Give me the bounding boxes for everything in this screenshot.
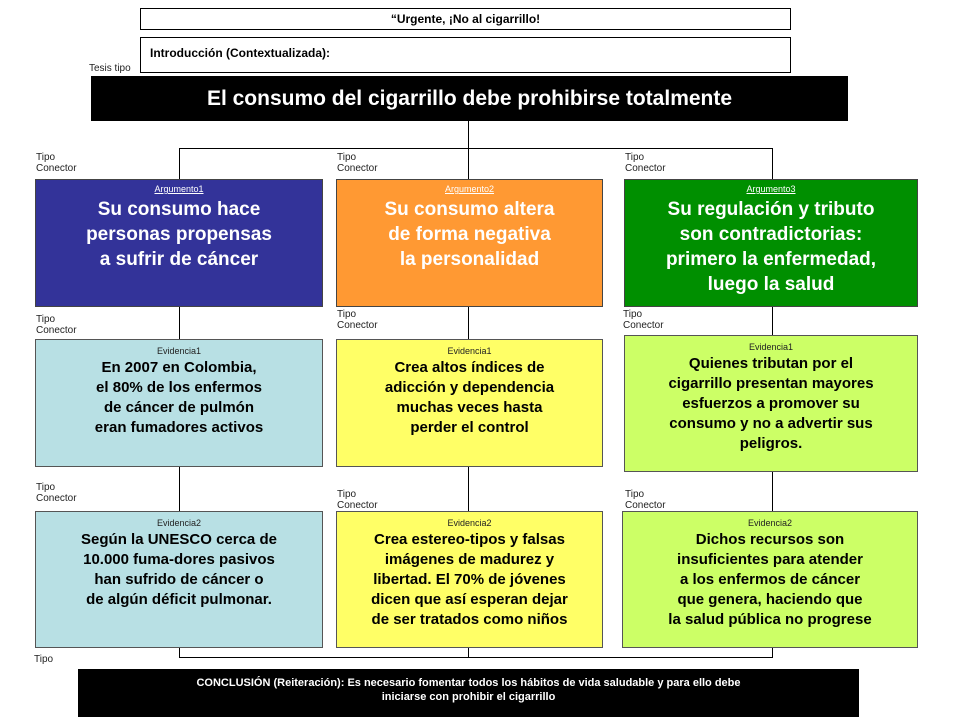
argument-text: Su consumo hace personas propensas a sufrir de cáncer xyxy=(86,199,272,270)
thesis-box xyxy=(91,76,848,121)
evidence-box-1-2 xyxy=(35,511,323,648)
evidence-caption: Evidencia1 xyxy=(748,342,794,352)
evidence-text: Dichos recursos son insuficientes para atender a los enfermos de cáncer que genera, haciendo que la salud pública no progrese xyxy=(668,531,872,628)
argument-text: Su consumo altera de forma negativa la personalidad xyxy=(384,199,555,270)
connector-line xyxy=(179,148,773,149)
connector-type-label: Tipo Conector xyxy=(36,482,77,504)
evidence-text: Quienes tributan por el cigarrillo presentan mayores esfuerzos a promover su consumo y no a advertir sus peligros. xyxy=(668,355,874,452)
thesis-type-label: Tesis tipo xyxy=(89,63,131,74)
argument-box-2 xyxy=(336,179,603,307)
connector-type-label: Tipo Conector xyxy=(337,489,378,511)
connector-type-label: Tipo Conector xyxy=(623,309,664,331)
evidence-text: Según la UNESCO cerca de 10.000 fuma-dores pasivos han sufrido de cáncer o de algún déficit pulmonar. xyxy=(81,531,277,608)
connector-type-label: Tipo Conector xyxy=(337,152,378,174)
connector-line xyxy=(179,657,773,658)
title-text: “Urgente, ¡No al cigarrillo! xyxy=(390,12,541,26)
evidence-box-2-2 xyxy=(336,511,603,648)
evidence-caption: Evidencia1 xyxy=(156,346,202,356)
title-box xyxy=(140,8,791,30)
connector-type-label: Tipo Conector xyxy=(625,152,666,174)
connector-type-label: Tipo Conector xyxy=(337,309,378,331)
evidence-caption: Evidencia2 xyxy=(156,518,202,528)
evidence-text: En 2007 en Colombia, el 80% de los enfermos de cáncer de pulmón eran fumadores activos xyxy=(94,359,264,436)
argument-caption: Argumento1 xyxy=(154,184,204,194)
thesis-text: El consumo del cigarrillo debe prohibirse totalmente xyxy=(206,86,733,110)
conclusion-type-label: Tipo xyxy=(34,654,54,665)
connector-type-label: Tipo Conector xyxy=(36,152,77,174)
evidence-text: Crea estereo-tipos y falsas imágenes de madurez y libertad. El 70% de jóvenes dicen que así esperan dejar de ser tratados como niños xyxy=(371,531,568,628)
evidence-box-1-1 xyxy=(35,339,323,467)
connector-line xyxy=(468,121,469,149)
evidence-caption: Evidencia2 xyxy=(447,518,492,528)
argument-box-1 xyxy=(35,179,323,307)
evidence-box-3-2 xyxy=(622,511,918,648)
evidence-box-2-1 xyxy=(336,339,603,467)
evidence-caption: Evidencia2 xyxy=(747,518,793,528)
evidence-box-3-1 xyxy=(624,335,918,472)
argument-box-3 xyxy=(624,179,918,307)
evidence-caption: Evidencia1 xyxy=(447,346,492,356)
introduction-box xyxy=(140,37,791,73)
connector-type-label: Tipo Conector xyxy=(625,489,666,511)
conclusion-box: CONCLUSIÓN (Reiteración): Es necesario fomentar todos los hábitos de vida saludable y para ello debe iniciarse con prohibir el cigarrillo xyxy=(78,669,859,717)
introduction-text: Introducción (Contextualizada): xyxy=(150,46,330,60)
argument-caption: Argumento3 xyxy=(746,184,796,194)
argument-caption: Argumento2 xyxy=(444,184,495,194)
connector-type-label: Tipo Conector xyxy=(36,314,77,336)
argument-text: Su regulación y tributo son contradictorias: primero la enfermedad, luego la salud xyxy=(665,199,877,295)
evidence-text: Crea altos índices de adicción y dependencia muchas veces hasta perder el control xyxy=(384,359,555,436)
